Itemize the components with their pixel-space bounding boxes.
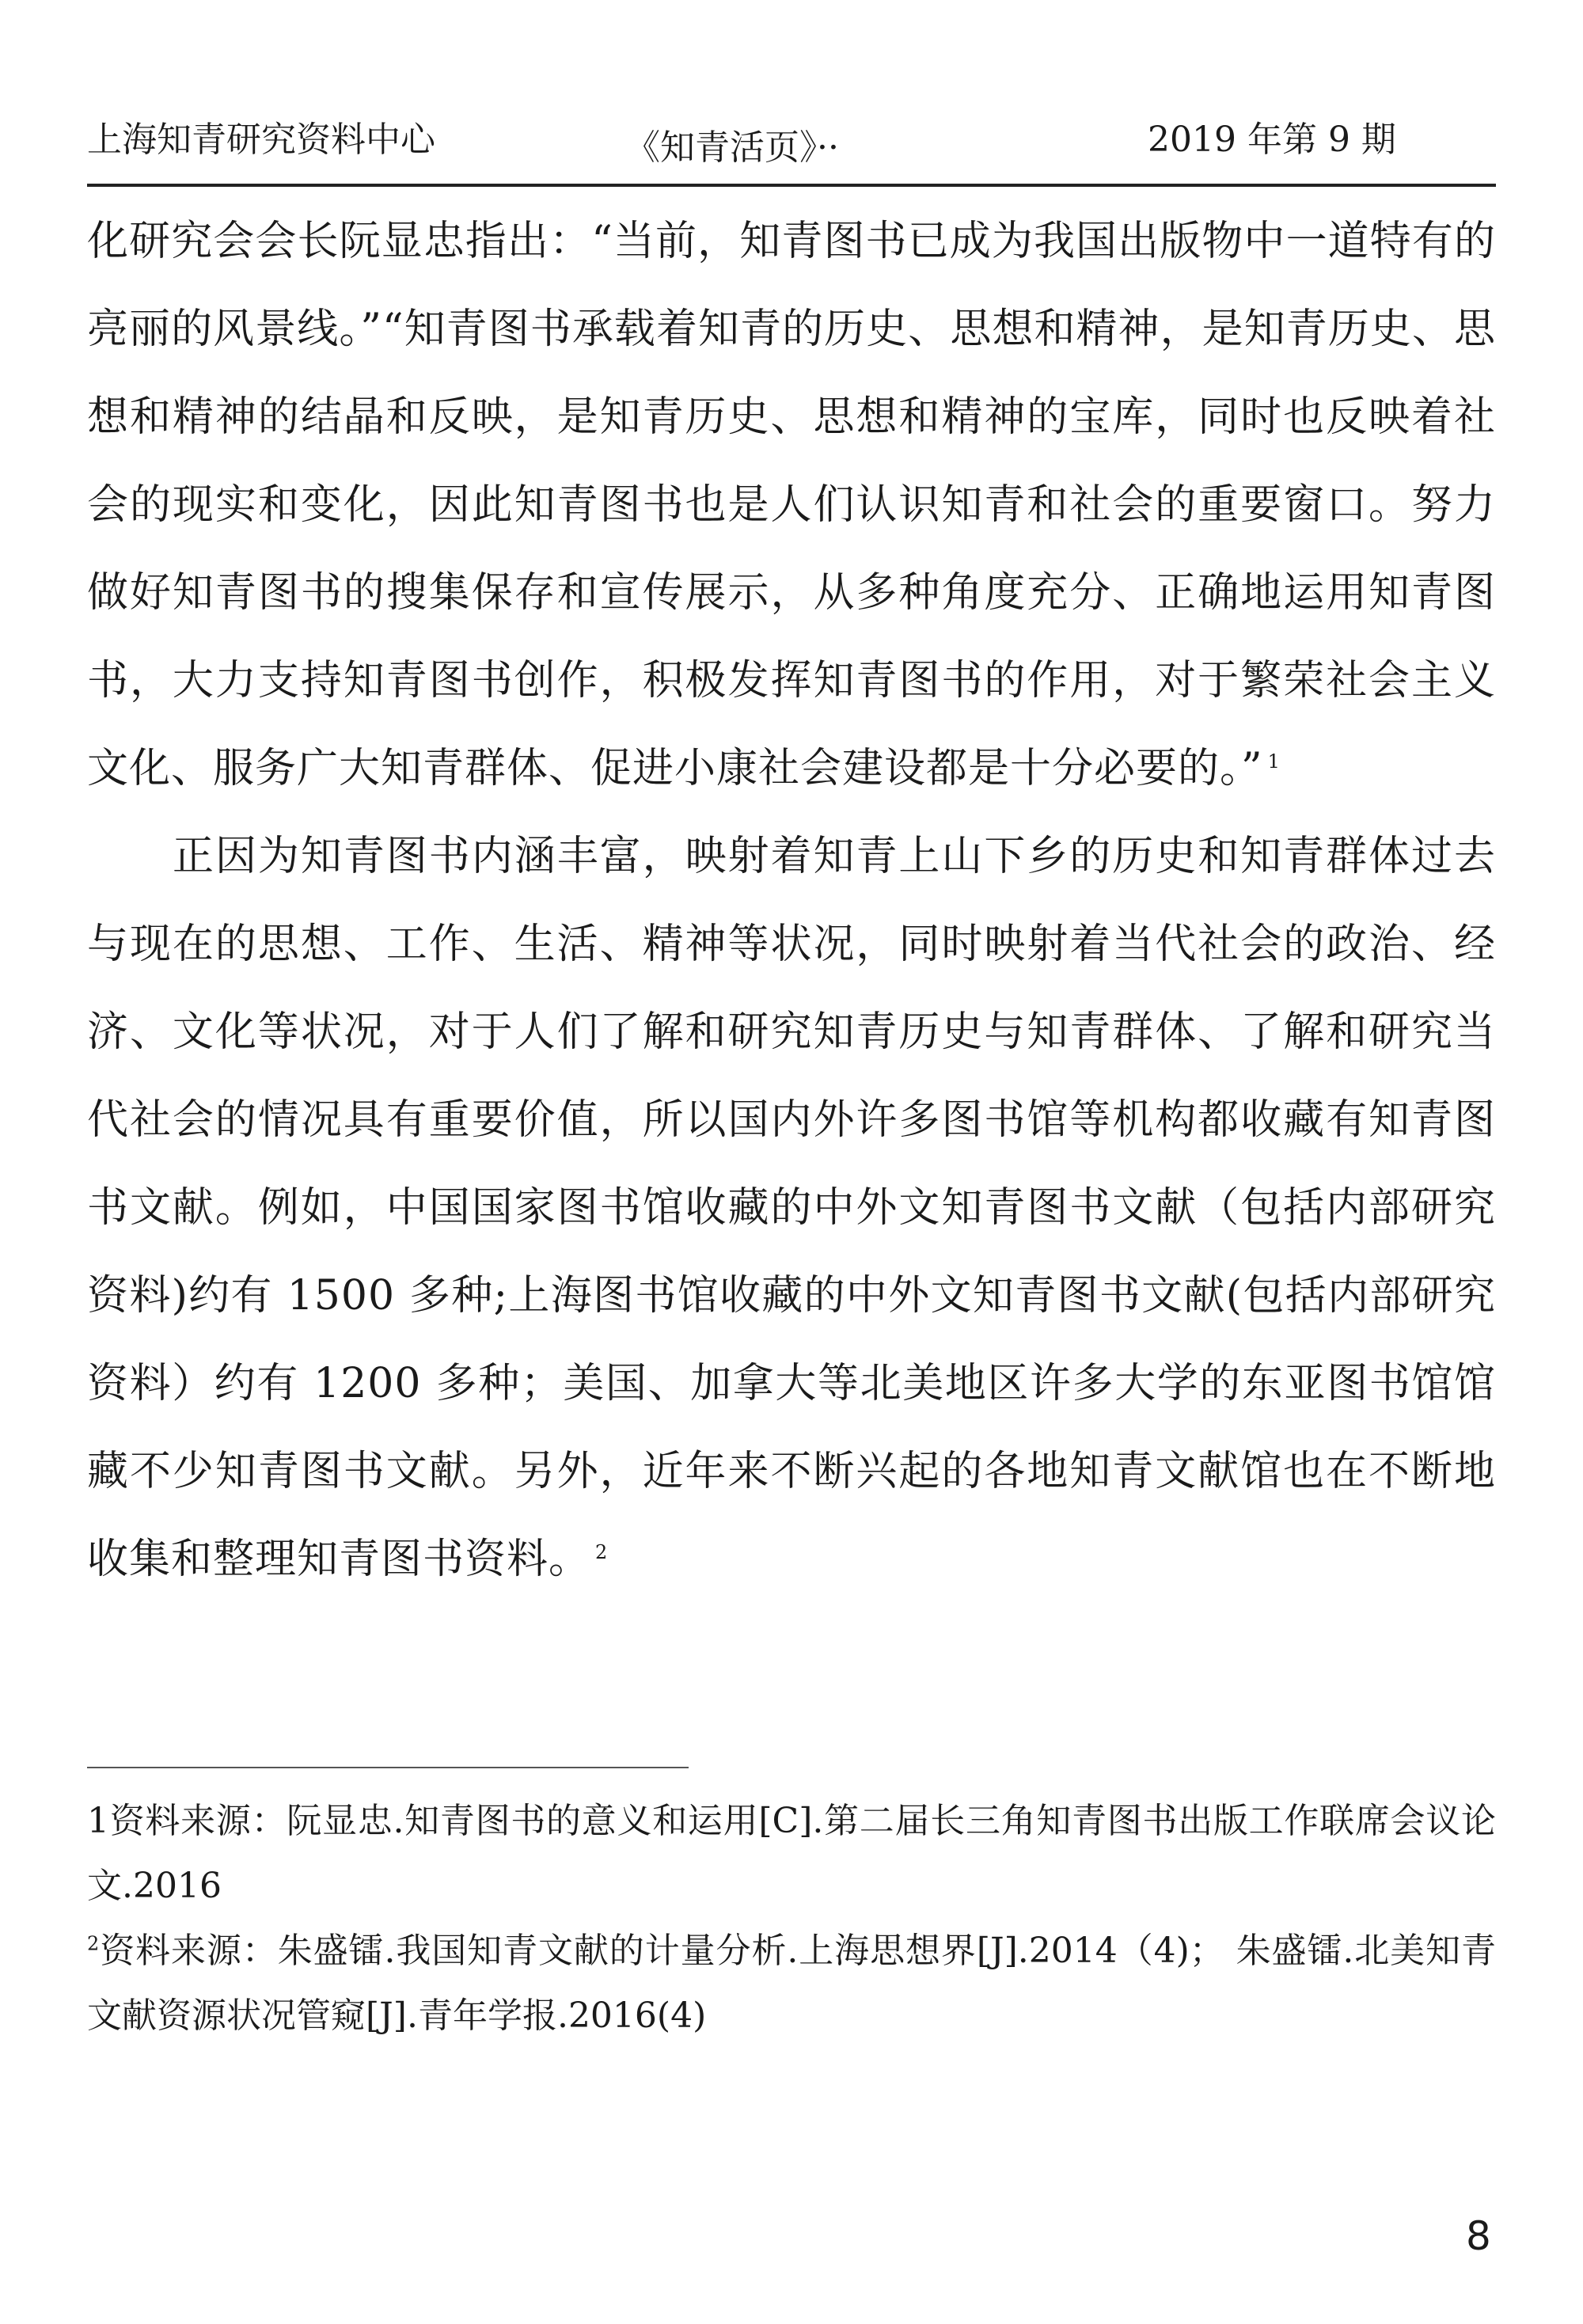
- footnote-reference-1[interactable]: 1: [1267, 750, 1281, 773]
- paragraph-1: [87, 198, 1496, 813]
- footnote-2-mark: 2: [87, 1932, 100, 1955]
- footnote-2: [87, 1919, 1496, 2049]
- footnote-1: [87, 1789, 1496, 1919]
- article-body: [87, 198, 1496, 1604]
- paragraph-1-text: 化研究会会长阮显忠指出：“当前，知青图书已成为我国出版物中一道特有的亮丽的风景线。”“知青图书承载着知青的历史、思想和精神，是知青历史、思想和精神的结晶和反映，是知青历史、思想和精神的宝库，同时也反映着社会的现实和变化，因此知青图书也是人们认识知青和社会的重要窗口。努力做好知青图书的搜集保存和宣传展示，从多种角度充分、正确地运用知青图书，大力支持知青图书创作，积极发挥知青图书的作用，对于繁荣社会主义文化、服务广大知青群体、促进小康社会建设都是十分必要的。”: [87, 218, 1496, 792]
- paragraph-2: [87, 813, 1496, 1604]
- page-header: [0, 0, 1583, 190]
- header-organization: 上海知青研究资料中心: [87, 120, 435, 160]
- footnote-divider: [87, 1767, 689, 1768]
- page-number: 8: [1466, 2213, 1491, 2259]
- footnote-1-mark: 1: [87, 1801, 109, 1841]
- header-publication-title: 《知青活页》··: [625, 127, 839, 168]
- header-issue: 2019 年第 9 期: [1148, 120, 1396, 160]
- footnote-2-text: 资料来源：朱盛镭.我国知青文献的计量分析.上海思想界[J].2014（4)； 朱盛镭.北美知青文献资源状况管窥[J].青年学报.2016(4): [87, 1931, 1496, 2036]
- header-divider: [87, 184, 1496, 187]
- footnote-1-text: 资料来源：阮显忠.知青图书的意义和运用[C].第二届长三角知青图书出版工作联席会议论文.2016: [87, 1801, 1496, 1906]
- footnotes: [87, 1789, 1496, 2049]
- footnote-reference-2[interactable]: 2: [595, 1540, 609, 1563]
- paragraph-2-text: 正因为知青图书内涵丰富，映射着知青上山下乡的历史和知青群体过去与现在的思想、工作、生活、精神等状况，同时映射着当代社会的政治、经济、文化等状况，对于人们了解和研究知青历史与知青群体、了解和研究当代社会的情况具有重要价值，所以国内外许多图书馆等机构都收藏有知青图书文献。例如，中国国家图书馆收藏的中外文知青图书文献（包括内部研究资料)约有 1500 多种;上海图书馆收藏的中外文知青图书文献(包括内部研究资料）约有 1200 多种；美国、加拿大等北美地区许多大学的东亚图书馆馆藏不少知青图书文献。另外，近年来不断兴起的各地知青文献馆也在不断地收集和整理知青图书资料。: [87, 833, 1496, 1583]
